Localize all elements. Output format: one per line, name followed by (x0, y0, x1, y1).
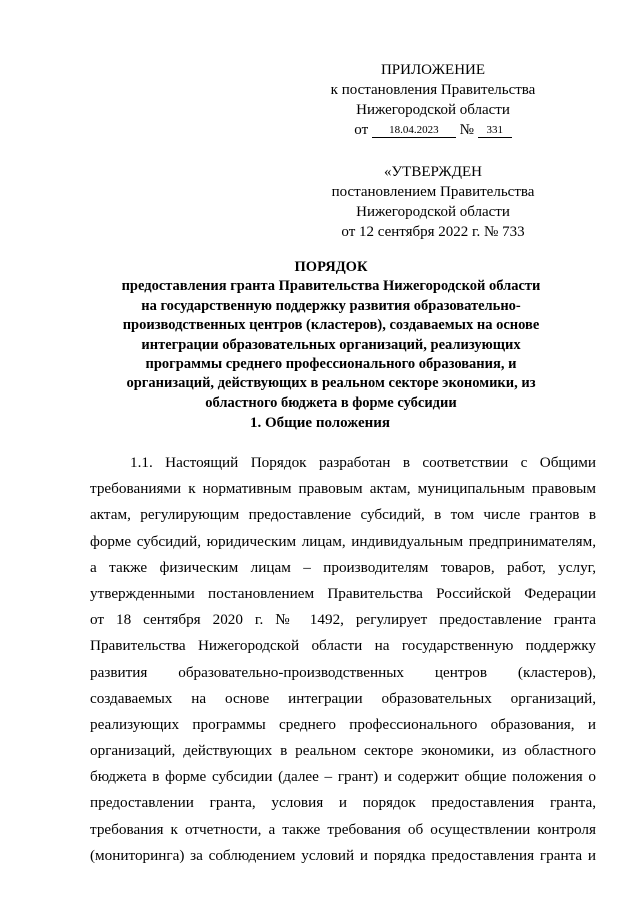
paragraph-line: актам, регулирующим предоставление субсидий, в том числе грантов в (90, 506, 596, 524)
appendix-line-2: Нижегородской области (356, 102, 510, 118)
paragraph-line: создаваемых на основе интеграции образовательных организаций, (90, 689, 596, 707)
appendix-date-row (318, 120, 548, 140)
paragraph-1-1 (90, 450, 596, 869)
paragraph-line: организаций, действующих в реальном секторе экономики, из областного (90, 742, 596, 760)
title-line: организаций, действующих в реальном секторе экономики, из (126, 375, 536, 392)
approved-line-4: от 12 сентября 2022 г. № 733 (341, 224, 525, 240)
date-field: 18.04.2023 (372, 124, 456, 138)
paragraph-line: 1.1. Настоящий Порядок разработан в соответствии с Общими (130, 454, 596, 471)
title-line: областного бюджета в форме субсидии (205, 394, 457, 411)
appendix-line-1: к постановления Правительства (330, 82, 536, 98)
section-heading: 1. Общие положения (249, 415, 391, 431)
paragraph-line: от 18 сентября 2020 г. № 1492, регулирует предоставление гранта (90, 611, 596, 629)
number-field: 331 (478, 124, 512, 138)
paragraph-line: Правительства Нижегородской области на государственную поддержку (90, 637, 596, 655)
title-line: предоставления гранта Правительства Нижегородской области (121, 278, 541, 295)
paragraph-line: реализующих программы среднего профессионального образования, и (90, 715, 596, 733)
paragraph-line: развития образовательно-производственных центров (кластеров), (90, 663, 596, 681)
paragraph-line: требования к отчетности, а также требования об осуществлении контроля (90, 820, 596, 838)
title-line: интеграции образовательных организаций, реализующих (141, 336, 521, 353)
approved-stamp (308, 162, 558, 242)
paragraph-line: требованиями к нормативным правовым актам, муниципальным правовым (90, 480, 596, 498)
approved-line-2: постановлением Правительства (331, 184, 535, 200)
appendix-header (318, 60, 548, 140)
date-prefix: от (354, 122, 369, 138)
title-line: производственных центров (кластеров), создаваемых на основе (122, 317, 540, 334)
paragraph-line: утвержденными постановлением Правительства Российской Федерации (90, 584, 596, 602)
title-line: программы среднего профессионального образования, и (145, 356, 517, 373)
paragraph-line: предоставлении гранта, условия и порядок предоставления гранта, (90, 794, 596, 812)
appendix-title: ПРИЛОЖЕНИЕ (380, 62, 486, 78)
paragraph-line: форме субсидий, юридическим лицам, индивидуальным предпринимателям, (90, 532, 596, 550)
paragraph-line: (мониторинга) за соблюдением условий и порядка предоставления гранта и (90, 846, 596, 864)
number-sign: № (459, 122, 474, 138)
paragraph-line: а также физическим лицам – производителям товаров, работ, услуг, (90, 558, 596, 576)
title-line: ПОРЯДОК (294, 259, 368, 275)
approved-line-1: «УТВЕРЖДЕН (384, 164, 482, 180)
title-line: на государственную поддержку развития образовательно- (141, 297, 521, 314)
approved-line-3: Нижегородской области (356, 204, 510, 220)
document-title (100, 258, 562, 413)
paragraph-line: бюджета в форме субсидии (далее – грант) и содержит общие положения о (90, 768, 596, 786)
